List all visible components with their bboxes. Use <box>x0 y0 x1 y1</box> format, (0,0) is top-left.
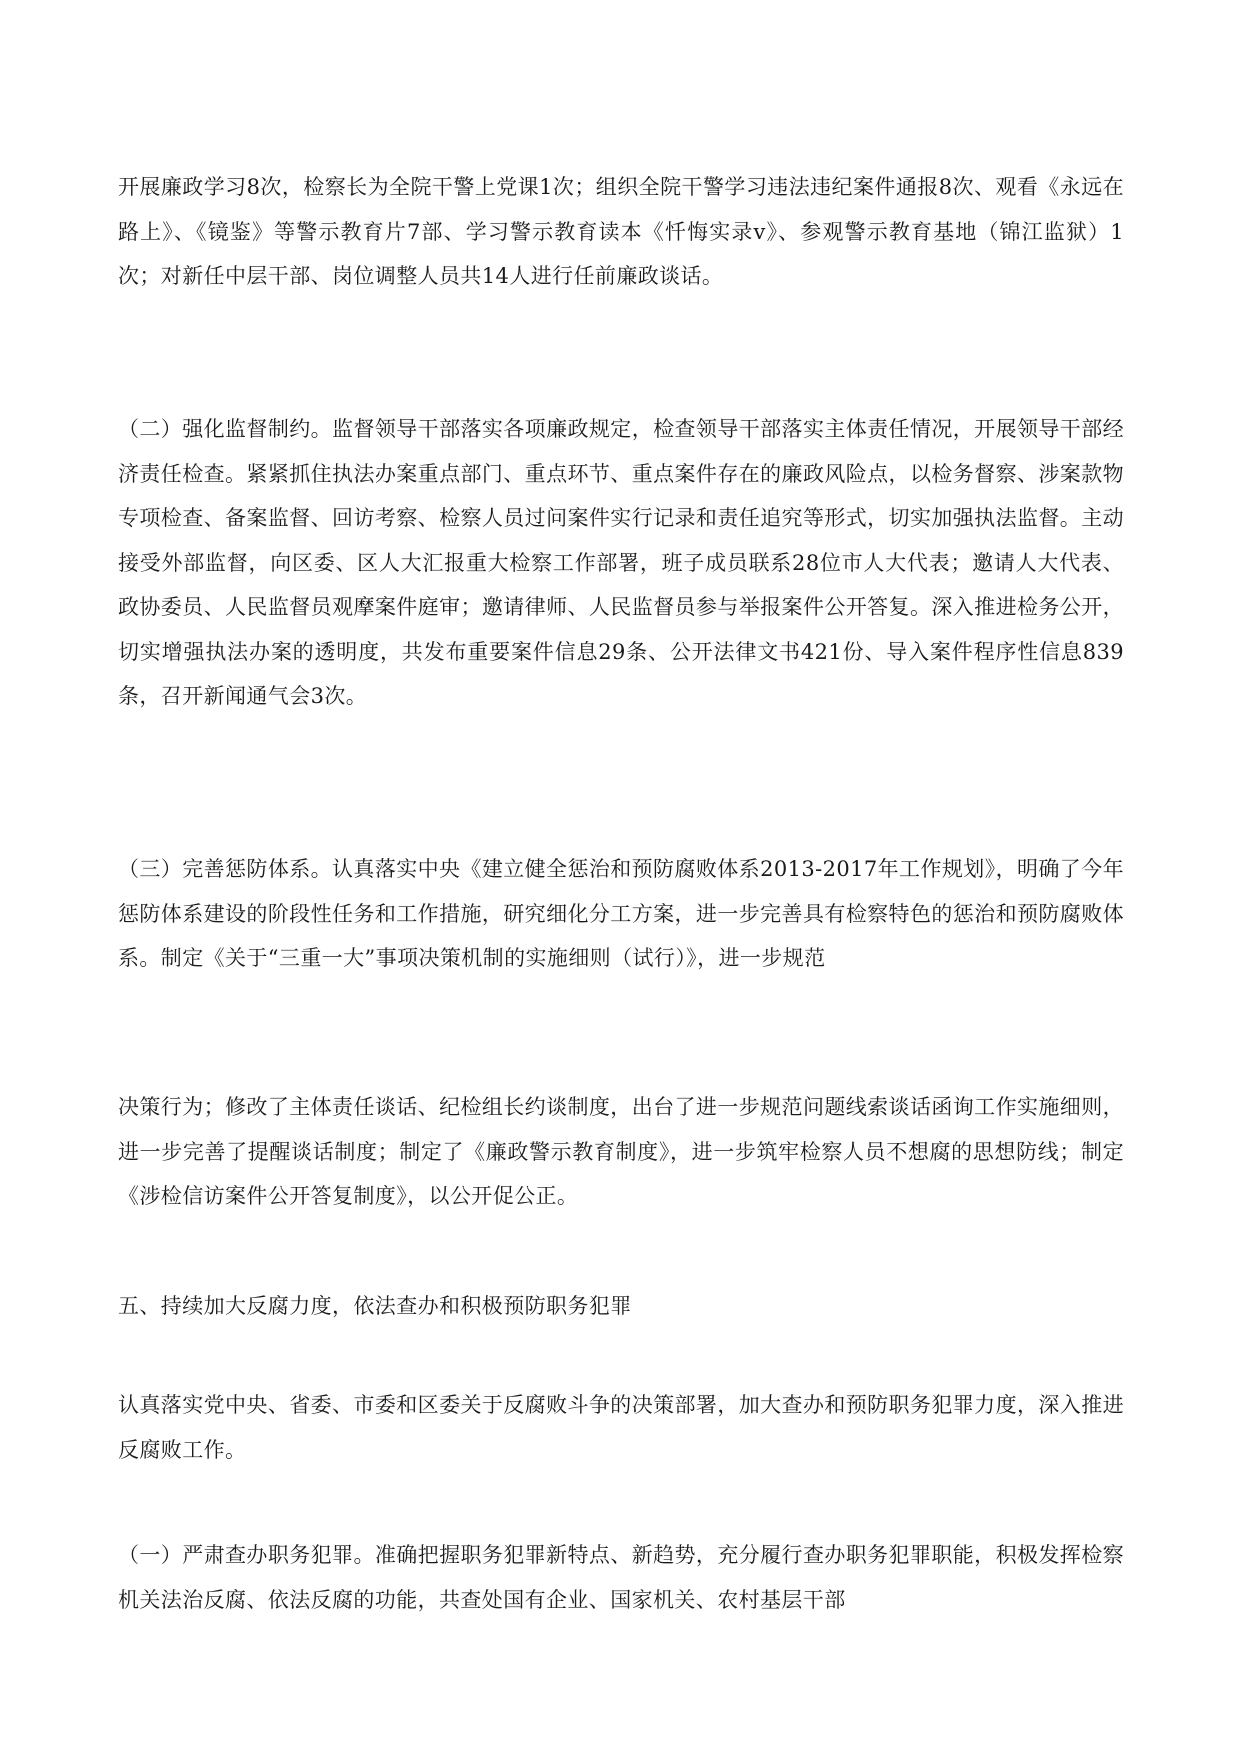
paragraph-duty-crime-investigation: （一）严肃查办职务犯罪。准确把握职务犯罪新特点、新趋势，充分履行查办职务犯罪职能，积极发挥检察机关法治反腐、依法反腐的功能，共查处国有企业、国家机关、农村基层干部 <box>118 1543 1124 1612</box>
paragraph-decision-making: 决策行为；修改了主体责任谈话、纪检组长约谈制度，出台了进一步规范问题线索谈话函询工作实施细则，进一步完善了提醒谈话制度；制定了《廉政警示教育制度》，进一步筑牢检察人员不想腐的思想防线；制定《涉检信访案件公开答复制度》，以公开促公正。 <box>118 1095 1124 1208</box>
paragraph-integrity-study: 开展廉政学习8次，检察长为全院干警上党课1次；组织全院干警学习违法违纪案件通报8次、观看《永远在路上》、《镜鉴》等警示教育片7部、学习警示教育读本《忏悔实录v》、参观警示教育基地（锦江监狱）1次；对新任中层干部、岗位调整人员共14人进行任前廉政谈话。 <box>118 175 1124 288</box>
paragraph-anti-corruption-intro: 认真落实党中央、省委、市委和区委关于反腐败斗争的决策部署，加大查办和预防职务犯罪力度，深入推进反腐败工作。 <box>118 1393 1124 1462</box>
paragraph-prevention-system: （三）完善惩防体系。认真落实中央《建立健全惩治和预防腐败体系2013-2017年工作规划》，明确了今年惩防体系建设的阶段性任务和工作措施，研究细化分工方案，进一步完善具有检察特色的惩治和预防腐败体系。制定《关于“三重一大”事项决策机制的实施细则（试行）》，进一步规范 <box>118 857 1124 970</box>
paragraph-supervision: （二）强化监督制约。监督领导干部落实各项廉政规定，检查领导干部落实主体责任情况，开展领导干部经济责任检查。紧紧抓住执法办案重点部门、重点环节、重点案件存在的廉政风险点，以检务督察、涉案款物专项检查、备案监督、回访考察、检察人员过问案件实行记录和责任追究等形式，切实加强执法监督。主动接受外部监督，向区委、区人大汇报重大检察工作部署，班子成员联系28位市人大代表；邀请人大代表、政协委员、人民监督员观摩案件庭审；邀请律师、人民监督员参与举报案件公开答复。深入推进检务公开，切实增强执法办案的透明度，共发布重要案件信息29条、公开法律文书421份、导入案件程序性信息839条，召开新闻通气会3次。 <box>118 417 1124 708</box>
section-heading-anti-corruption: 五、持续加大反腐力度，依法查办和积极预防职务犯罪 <box>118 1294 632 1318</box>
